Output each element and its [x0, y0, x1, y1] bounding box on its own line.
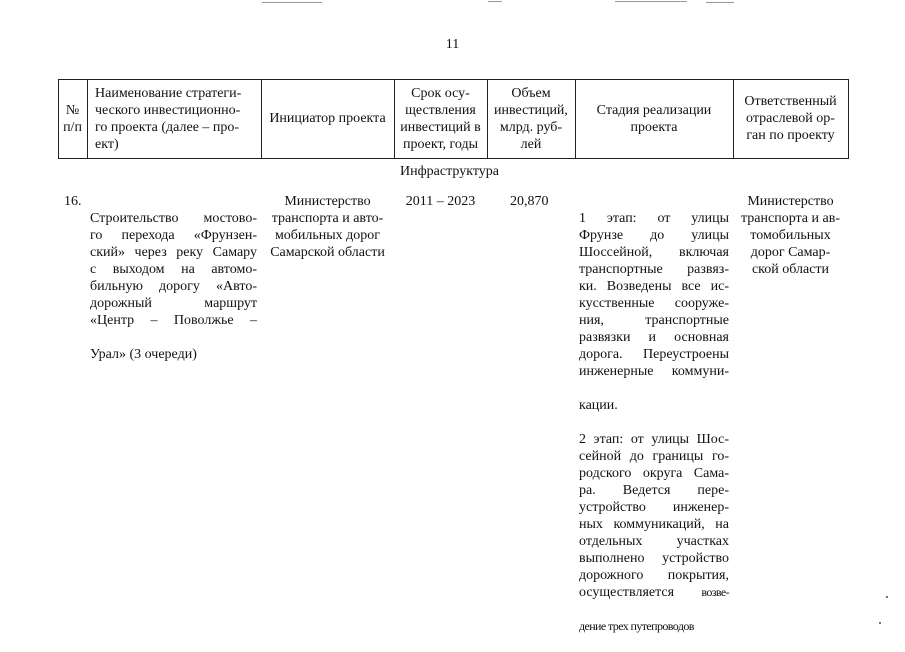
column-header-initiator: Инициатор проекта — [269, 111, 386, 126]
column-header-number: № п/п — [63, 102, 82, 135]
investment-term: 2011 – 2023 — [405, 194, 476, 209]
column-header-stage: Стадия реализации проекта — [596, 102, 712, 135]
scan-artifact — [488, 1, 502, 2]
stage-part-2-last-line: дение трех путепроводов — [579, 619, 694, 633]
stage-cell — [579, 193, 729, 652]
column-header-responsible: Ответственный отраслевой ор- ган по проекту — [744, 94, 837, 143]
stage-part-1-last-line: кации. — [579, 398, 618, 413]
project-name-cell — [90, 193, 257, 380]
project-name-last-line: Урал» (3 очереди) — [90, 347, 197, 362]
stage-part-1: 1 этап: от улицы Фрунзе до улицы Шоссейной, включая транспортные развяз- ки. Возведены все ис- кусственные сооруже- ния, транспортные развязки и основная дорога. Переустроены инженерные коммуни- — [579, 211, 729, 379]
column-header-project-name: Наименование стратеги- ческого инвестиционно- го проекта (далее – про- ект) — [95, 85, 242, 152]
scan-artifact — [879, 622, 881, 624]
project-name: Строительство мостово- го перехода «Фрунзен- ский» через реку Самару с выходом на автомо- бильную дорогу «Авто- дорожный маршрут «Центр – Поволжье – — [90, 211, 257, 328]
stage-part-2-text: 2 этап: от улицы Шос- сейной до границы го- родского округа Сама- ра. Ведется пере- устройство инженер- ных коммуникаций, на отдельных участках выполнено устройство дорожного покрытия, осуществляется — [579, 432, 729, 600]
page-number: 11 — [445, 37, 460, 52]
scan-artifact — [615, 1, 687, 2]
column-header-term: Срок осу- ществления инвестиций в проект, годы — [400, 85, 481, 152]
section-label: Инфраструктура — [400, 164, 499, 179]
stage-part-2-tail: возве- — [701, 585, 729, 599]
row-number: 16. — [64, 194, 82, 209]
table-border-bottom — [58, 158, 849, 159]
scan-artifact — [262, 2, 322, 3]
table-column-divider — [848, 79, 849, 159]
scan-artifact — [886, 596, 888, 598]
scan-artifact — [706, 2, 734, 3]
responsible-body: Министерство транспорта и ав- томобильных дорог Самар- ской области — [741, 194, 840, 277]
stage-part-2 — [579, 431, 729, 601]
investment-volume: 20,870 — [510, 194, 549, 209]
column-header-volume: Объем инвестиций, млрд. руб- лей — [494, 85, 568, 152]
initiator: Министерство транспорта и авто- мобильных дорог Самарской области — [270, 194, 385, 260]
